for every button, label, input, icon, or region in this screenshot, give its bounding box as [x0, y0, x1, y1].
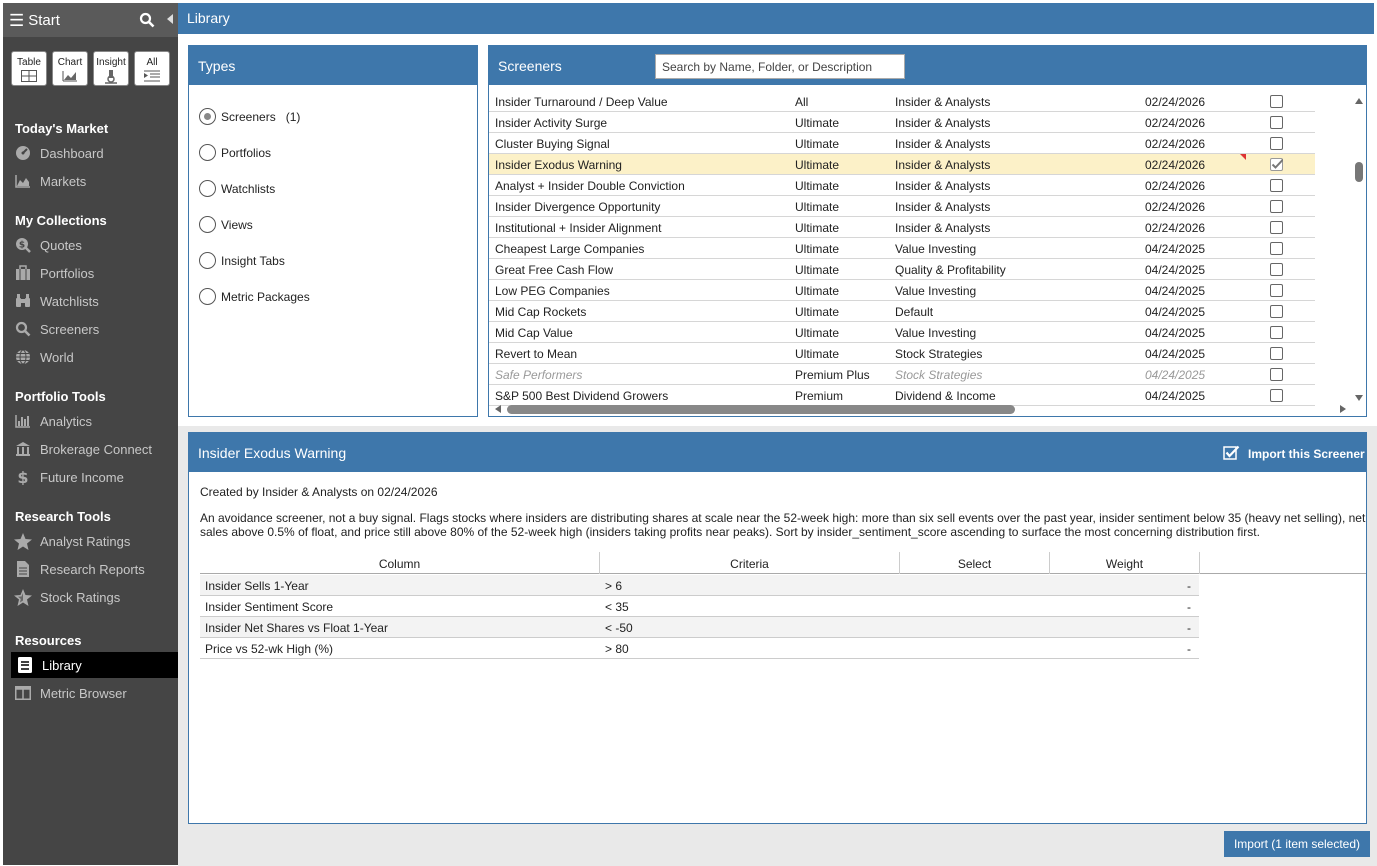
- screener-name: Mid Cap Value: [495, 326, 573, 340]
- screener-date: 02/24/2026: [1145, 137, 1206, 151]
- row-checkbox[interactable]: [1270, 389, 1283, 402]
- sidebar-item-analytics[interactable]: [3, 408, 178, 434]
- markets-icon: [14, 173, 32, 189]
- scroll-up-arrow[interactable]: [1355, 98, 1363, 104]
- screener-date: 04/24/2025: [1145, 347, 1206, 361]
- screener-tier: Ultimate: [795, 263, 840, 277]
- chart-icon: [53, 70, 87, 85]
- screener-folder: Insider & Analysts: [895, 179, 991, 193]
- sidebar-item-label: World: [40, 349, 74, 365]
- quick-button-label[interactable]: Insight: [96, 57, 126, 68]
- screeners-title: Screeners: [498, 58, 562, 74]
- sidebar-item-world[interactable]: [3, 344, 178, 370]
- sidebar-item-label: Markets: [40, 173, 87, 189]
- bank-icon: [14, 441, 32, 457]
- type-option-screeners[interactable]: [199, 108, 300, 125]
- globe-icon: [14, 349, 32, 365]
- radio-button[interactable]: [199, 144, 216, 161]
- criteria-criteria: < 35: [605, 600, 629, 614]
- screener-tier: Ultimate: [795, 284, 840, 298]
- main-area: [178, 34, 1377, 866]
- screener-name: Insider Divergence Opportunity: [495, 200, 661, 214]
- binoculars-icon: [14, 293, 32, 309]
- screener-name: Low PEG Companies: [495, 284, 610, 298]
- quick-button-label[interactable]: Table: [17, 57, 41, 68]
- column-header-select: Select: [957, 557, 992, 571]
- screener-tier: Ultimate: [795, 158, 840, 172]
- screener-name: Insider Exodus Warning: [495, 158, 622, 172]
- radio-button[interactable]: [199, 216, 216, 233]
- section-title: Resources: [15, 633, 82, 648]
- checkbox-checked-icon: [1223, 445, 1240, 463]
- screener-folder: Quality & Profitability: [895, 263, 1006, 277]
- import-screener-label[interactable]: Import this Screener: [1248, 447, 1365, 461]
- column-header-column: Column: [378, 557, 421, 571]
- dashboard-icon: [14, 145, 32, 161]
- row-checkbox[interactable]: [1270, 221, 1283, 234]
- analytics-icon: [14, 413, 32, 429]
- sidebar: [3, 3, 178, 865]
- quotes-icon: [14, 237, 32, 253]
- row-checkbox[interactable]: [1270, 137, 1283, 150]
- criteria-criteria: > 80: [605, 642, 629, 656]
- screener-tier: Ultimate: [795, 116, 840, 130]
- sidebar-item-label: Research Reports: [40, 561, 145, 577]
- screener-name: Mid Cap Rockets: [495, 305, 587, 319]
- start-label[interactable]: Start: [28, 11, 60, 29]
- screener-folder: Value Investing: [895, 284, 977, 298]
- sidebar-item-analyst-ratings[interactable]: [3, 528, 178, 554]
- row-checkbox[interactable]: [1270, 95, 1283, 108]
- screener-row[interactable]: [489, 301, 1315, 322]
- quick-button-chart[interactable]: [52, 51, 88, 86]
- sidebar-item-label: Brokerage Connect: [40, 441, 153, 457]
- screener-date: 04/24/2025: [1145, 326, 1206, 340]
- row-checkbox[interactable]: [1270, 263, 1283, 276]
- sidebar-item-research-reports[interactable]: [3, 556, 178, 582]
- table-icon: [12, 70, 46, 85]
- scroll-left-arrow[interactable]: [495, 405, 501, 413]
- screener-folder: Value Investing: [895, 242, 977, 256]
- column-header-criteria: Criteria: [730, 557, 769, 571]
- criteria-weight: -: [1187, 642, 1191, 656]
- created-by-text: Created by Insider & Analysts on 02/24/2026: [200, 485, 438, 499]
- row-checkbox[interactable]: [1270, 347, 1283, 360]
- section-title: Portfolio Tools: [15, 389, 106, 404]
- start-bar[interactable]: [3, 3, 178, 37]
- screener-row[interactable]: [489, 112, 1315, 133]
- import-screener-link[interactable]: [1223, 445, 1365, 463]
- section-title: Research Tools: [15, 509, 111, 524]
- screeners-header: [489, 46, 1366, 85]
- screener-folder: Stock Strategies: [895, 368, 983, 382]
- section-title: Today's Market: [15, 121, 109, 136]
- criteria-row: [200, 596, 1199, 617]
- sidebar-item-dashboard[interactable]: [3, 140, 178, 166]
- type-option-insight-tabs[interactable]: [199, 252, 285, 269]
- horizontal-scrollbar-thumb[interactable]: [507, 405, 1015, 414]
- criteria-weight: -: [1187, 600, 1191, 614]
- dollar-icon: [14, 469, 32, 485]
- sidebar-item-label: Watchlists: [40, 293, 99, 309]
- screener-date: 04/24/2025: [1145, 242, 1206, 256]
- criteria-criteria: > 6: [605, 579, 623, 593]
- sidebar-item-label: Future Income: [40, 469, 124, 485]
- collapse-sidebar-icon[interactable]: [167, 14, 173, 24]
- criteria-row: [200, 617, 1199, 638]
- types-title: Types: [189, 46, 477, 85]
- type-option-label[interactable]: Metric Packages: [221, 289, 310, 304]
- sidebar-item-metric-browser[interactable]: [3, 680, 178, 706]
- type-option-count: (1): [285, 109, 301, 124]
- radio-button[interactable]: [199, 288, 216, 305]
- sidebar-item-label: Stock Ratings: [40, 589, 121, 605]
- type-option-label[interactable]: Screeners: [221, 109, 276, 124]
- type-option-views[interactable]: [199, 216, 253, 233]
- detail-title: Insider Exodus Warning: [198, 445, 347, 461]
- star-icon: [14, 533, 32, 549]
- sidebar-item-library[interactable]: [11, 652, 178, 678]
- screener-folder: Value Investing: [895, 326, 977, 340]
- screener-folder: Insider & Analysts: [895, 200, 991, 214]
- screener-tier: All: [795, 95, 809, 109]
- type-option-label[interactable]: Portfolios: [221, 145, 272, 160]
- screener-row[interactable]: [489, 259, 1315, 280]
- screener-tier: Ultimate: [795, 242, 840, 256]
- screener-date: 04/24/2025: [1145, 368, 1206, 382]
- scroll-down-arrow[interactable]: [1355, 395, 1363, 401]
- screeners-panel: [488, 45, 1367, 417]
- screener-name: Institutional + Insider Alignment: [495, 221, 662, 235]
- screener-tier: Ultimate: [795, 326, 840, 340]
- screener-description: An avoidance screener, not a buy signal. Flags stocks where insiders are distributing shares at scale near the 52-week high: more than six sell events over the past year, insider sentiment below 35 (heavy net selling), net sales above 0.5% of float, and price still above 80% of the 52-week high (insiders taking profits near peaks). Sort by insider_sentiment_score ascending to surface the most concerning distribution first.: [200, 511, 1366, 539]
- screener-date: 02/24/2026: [1145, 221, 1206, 235]
- all-icon: [135, 70, 169, 85]
- import-button[interactable]: Import (1 item selected): [1224, 831, 1370, 857]
- screener-tier: Ultimate: [795, 347, 840, 361]
- sidebar-item-label: Library: [42, 657, 82, 673]
- sidebar-item-label: Metric Browser: [40, 685, 127, 701]
- row-checkbox[interactable]: [1270, 116, 1283, 129]
- screener-name: S&P 500 Best Dividend Growers: [495, 389, 669, 403]
- screener-folder: Stock Strategies: [895, 347, 983, 361]
- screener-tier: Ultimate: [795, 179, 840, 193]
- screener-date: 02/24/2026: [1145, 95, 1206, 109]
- screener-folder: Insider & Analysts: [895, 221, 991, 235]
- criteria-weight: -: [1187, 579, 1191, 593]
- sidebar-item-label: Screeners: [40, 321, 100, 337]
- screener-date: 04/24/2025: [1145, 263, 1206, 277]
- row-checkbox[interactable]: [1270, 179, 1283, 192]
- section-title: My Collections: [15, 213, 107, 228]
- types-panel: [188, 45, 478, 417]
- screener-row[interactable]: [489, 322, 1315, 343]
- screener-tier: Ultimate: [795, 221, 840, 235]
- row-checkbox[interactable]: [1270, 326, 1283, 339]
- screener-folder: Default: [895, 305, 934, 319]
- row-checkbox[interactable]: [1270, 305, 1283, 318]
- screener-row[interactable]: [489, 196, 1315, 217]
- sidebar-item-label: Analytics: [40, 413, 93, 429]
- criteria-column: Insider Sells 1-Year: [205, 579, 309, 593]
- sidebar-item-brokerage-connect[interactable]: [3, 436, 178, 462]
- type-option-metric-packages[interactable]: [199, 288, 310, 305]
- sidebar-item-label: Quotes: [40, 237, 82, 253]
- screener-date: 04/24/2025: [1145, 284, 1206, 298]
- criteria-row: [200, 575, 1199, 596]
- sidebar-item-label: Analyst Ratings: [40, 533, 131, 549]
- screener-date: 02/24/2026: [1145, 179, 1206, 193]
- screener-date: 02/24/2026: [1145, 200, 1206, 214]
- screener-row[interactable]: [489, 154, 1315, 175]
- sidebar-item-future-income[interactable]: [3, 464, 178, 490]
- screener-folder: Insider & Analysts: [895, 95, 991, 109]
- sidebar-item-quotes[interactable]: [3, 232, 178, 258]
- screener-tier: Ultimate: [795, 137, 840, 151]
- screener-folder: Insider & Analysts: [895, 158, 991, 172]
- row-checkbox[interactable]: [1270, 200, 1283, 213]
- quick-button-table[interactable]: [11, 51, 47, 86]
- screener-row[interactable]: [489, 385, 1315, 406]
- sidebar-item-label: Portfolios: [40, 265, 95, 281]
- screener-date: 04/24/2025: [1145, 389, 1206, 403]
- row-checkbox[interactable]: [1270, 242, 1283, 255]
- menu-icon[interactable]: ☰: [9, 10, 25, 30]
- screener-tier: Premium: [795, 389, 844, 403]
- screener-row[interactable]: [489, 175, 1315, 196]
- sidebar-item-screeners[interactable]: [3, 316, 178, 342]
- screener-folder: Insider & Analysts: [895, 116, 991, 130]
- svg-text:$: $: [17, 469, 29, 485]
- book-icon: [16, 657, 34, 673]
- criteria-column: Insider Net Shares vs Float 1-Year: [205, 621, 388, 635]
- criteria-column: Price vs 52-wk High (%): [205, 642, 334, 656]
- screener-name: Insider Turnaround / Deep Value: [495, 95, 668, 109]
- star-half-icon: [14, 589, 32, 605]
- type-option-label[interactable]: Watchlists: [221, 181, 276, 196]
- screener-name: Insider Activity Surge: [495, 116, 608, 130]
- screener-row[interactable]: [489, 133, 1315, 154]
- screener-folder: Insider & Analysts: [895, 137, 991, 151]
- column-header-weight: Weight: [1105, 557, 1144, 571]
- screener-tier: Premium Plus: [795, 368, 870, 382]
- quick-button-insight[interactable]: [93, 51, 129, 86]
- quick-button-label[interactable]: All: [146, 57, 158, 68]
- sidebar-item-stock-ratings[interactable]: [3, 584, 178, 610]
- row-checkbox[interactable]: [1270, 368, 1283, 381]
- screener-name: Cheapest Large Companies: [495, 242, 645, 256]
- screener-row[interactable]: [489, 238, 1315, 259]
- screener-name: Cluster Buying Signal: [495, 137, 610, 151]
- screener-row[interactable]: [489, 280, 1315, 301]
- screener-row[interactable]: [489, 217, 1315, 238]
- svg-text:$: $: [18, 240, 26, 251]
- screener-tier: Ultimate: [795, 305, 840, 319]
- screener-tier: Ultimate: [795, 200, 840, 214]
- sidebar-item-watchlists[interactable]: [3, 288, 178, 314]
- sidebar-item-label: Dashboard: [40, 145, 104, 161]
- vertical-scrollbar-thumb[interactable]: [1355, 162, 1363, 182]
- radio-button[interactable]: [199, 180, 216, 197]
- page-title: Library: [178, 3, 1374, 34]
- criteria-weight: -: [1187, 621, 1191, 635]
- quick-button-label[interactable]: Chart: [57, 57, 83, 68]
- screener-name: Great Free Cash Flow: [495, 263, 614, 277]
- type-option-portfolios[interactable]: [199, 144, 271, 161]
- detail-panel: [188, 432, 1367, 824]
- radio-button[interactable]: [199, 108, 216, 125]
- criteria-row: [200, 638, 1199, 659]
- type-option-watchlists[interactable]: [199, 180, 275, 197]
- insight-icon: [94, 70, 128, 87]
- type-option-label[interactable]: Views: [221, 217, 253, 232]
- search-icon[interactable]: [139, 12, 155, 32]
- row-checkbox[interactable]: [1270, 158, 1283, 171]
- screener-row[interactable]: [489, 364, 1315, 385]
- screener-row[interactable]: [489, 343, 1315, 364]
- radio-button[interactable]: [199, 252, 216, 269]
- new-flag-icon: [1240, 154, 1246, 160]
- row-checkbox[interactable]: [1270, 284, 1283, 297]
- search-icon: [14, 321, 32, 337]
- criteria-column: Insider Sentiment Score: [205, 600, 334, 614]
- sidebar-item-portfolios[interactable]: [3, 260, 178, 286]
- screener-name: Revert to Mean: [495, 347, 578, 361]
- document-icon: [14, 561, 32, 577]
- screener-row[interactable]: [489, 91, 1315, 112]
- columns-icon: [14, 685, 32, 701]
- screener-name: Analyst + Insider Double Conviction: [495, 179, 685, 193]
- sidebar-item-markets[interactable]: [3, 168, 178, 194]
- scroll-right-arrow[interactable]: [1340, 405, 1346, 413]
- detail-header: [189, 433, 1366, 472]
- criteria-criteria: < -50: [605, 621, 633, 635]
- screener-folder: Dividend & Income: [895, 389, 996, 403]
- type-option-label[interactable]: Insight Tabs: [221, 253, 285, 268]
- screener-date: 02/24/2026: [1145, 116, 1206, 130]
- quick-button-all[interactable]: [134, 51, 170, 86]
- search-input[interactable]: [655, 54, 905, 79]
- screener-name: Safe Performers: [495, 368, 583, 382]
- criteria-table-header: [200, 552, 1366, 574]
- screener-date: 04/24/2025: [1145, 305, 1206, 319]
- portfolios-icon: [14, 265, 32, 281]
- screener-date: 02/24/2026: [1145, 158, 1206, 172]
